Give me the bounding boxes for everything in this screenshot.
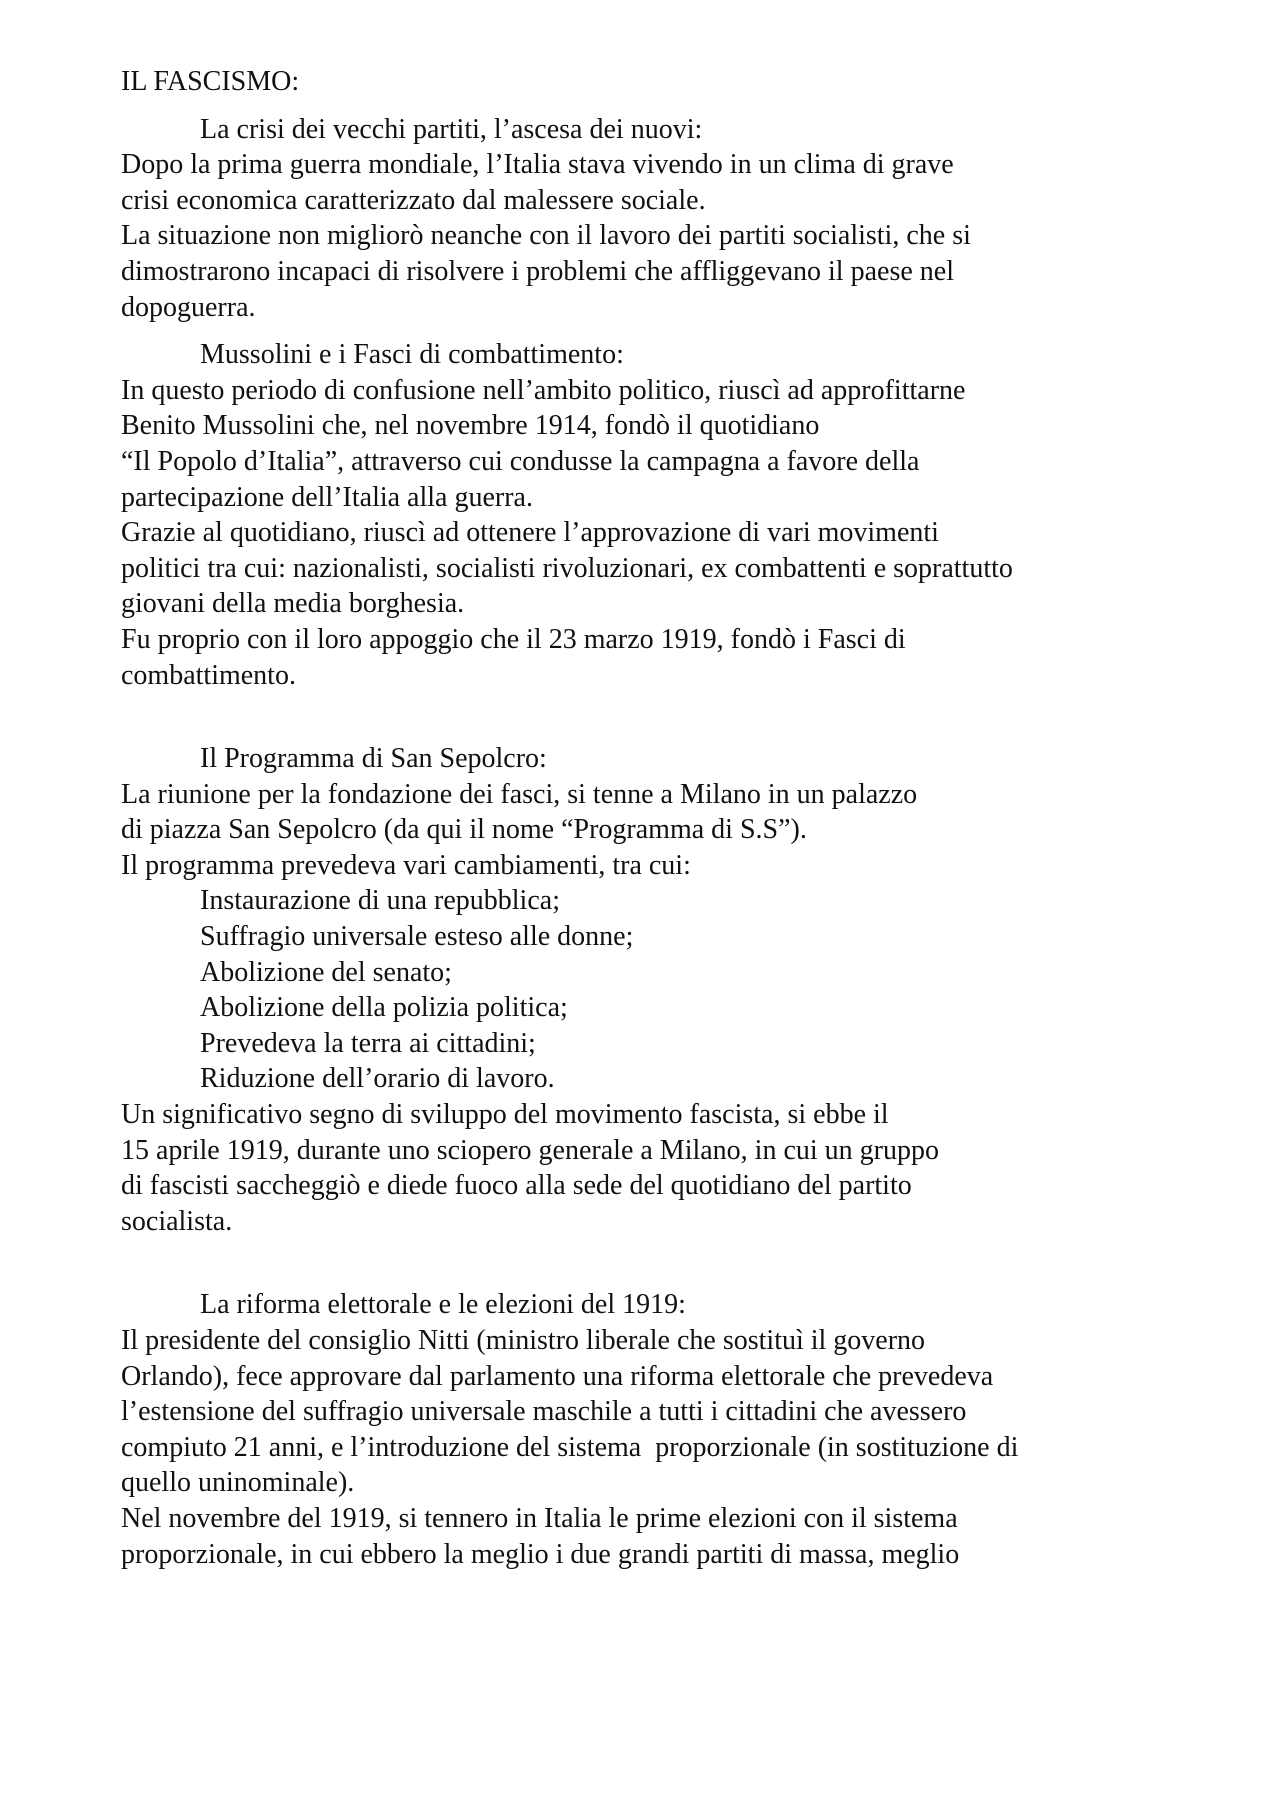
text-line: Nel novembre del 1919, si tennero in Italia le prime elezioni con il sistema xyxy=(121,1502,958,1534)
spacer xyxy=(121,693,1201,741)
text-line: Un significativo segno di sviluppo del movimento fascista, si ebbe il xyxy=(121,1099,889,1131)
text-line: partecipazione dell’Italia alla guerra. xyxy=(121,481,533,513)
spacer xyxy=(121,1239,1201,1287)
text-line: quello uninominale). xyxy=(121,1467,355,1499)
text-line: La riunione per la fondazione dei fasci, si tenne a Milano in un palazzo xyxy=(121,778,918,810)
section-body xyxy=(121,1323,1201,1572)
section-body xyxy=(121,147,1201,325)
section-body-continued xyxy=(121,1097,1201,1239)
text-line: Fu proprio con il loro appoggio che il 23 marzo 1919, fondò i Fasci di xyxy=(121,623,906,655)
text-line: Il presidente del consiglio Nitti (ministro liberale che sostituì il governo xyxy=(121,1325,926,1356)
text-line: proporzionale, in cui ebbero la meglio i due grandi partiti di massa, meglio xyxy=(121,1538,960,1570)
text-line: Orlando), fece approvare dal parlamento una riforma elettorale che prevedeva xyxy=(121,1360,994,1392)
text-line: dimostrarono incapaci di risolvere i problemi che affliggevano il paese nel xyxy=(121,255,954,287)
text-line: combattimento. xyxy=(121,659,296,691)
program-list xyxy=(121,883,1201,1097)
section-body xyxy=(121,777,1201,884)
text-line: socialista. xyxy=(121,1205,233,1237)
text-line: l’estensione del suffragio universale maschile a tutti i cittadini che avessero xyxy=(121,1396,967,1428)
document-page xyxy=(121,64,1201,1572)
list-item: Abolizione della polizia politica; xyxy=(200,992,568,1024)
text-line: Il programma prevedeva vari cambiamenti, tra cui: xyxy=(121,849,691,881)
section-heading: Il Programma di San Sepolcro: xyxy=(200,743,547,775)
section-heading: La riforma elettorale e le elezioni del 1919: xyxy=(200,1289,686,1321)
text-line: “Il Popolo d’Italia”, attraverso cui condusse la campagna a favore della xyxy=(121,445,920,477)
list-item: Instaurazione di una repubblica; xyxy=(200,885,560,917)
text-line: La situazione non migliorò neanche con il lavoro dei partiti socialisti, che si xyxy=(121,220,971,252)
spacer xyxy=(121,325,1201,337)
text-line: dopoguerra. xyxy=(121,291,256,323)
section-crisi-partiti xyxy=(121,112,1201,326)
document-title: IL FASCISMO: xyxy=(121,66,300,97)
text-line: Grazie al quotidiano, riuscì ad ottenere l’approvazione di vari movimenti xyxy=(121,517,939,549)
list-item: Prevedeva la terra ai cittadini; xyxy=(200,1027,536,1059)
section-riforma-elettorale xyxy=(121,1287,1201,1572)
text-line: di fascisti saccheggiò e diede fuoco alla sede del quotidiano del partito xyxy=(121,1170,912,1202)
section-heading: La crisi dei vecchi partiti, l’ascesa dei nuovi: xyxy=(200,113,703,145)
text-line: Dopo la prima guerra mondiale, l’Italia stava vivendo in un clima di grave xyxy=(121,149,954,181)
text-line: In questo periodo di confusione nell’ambito politico, riuscì ad approfittarne xyxy=(121,374,966,406)
text-line: politici tra cui: nazionalisti, socialisti rivoluzionari, ex combattenti e soprattutto xyxy=(121,552,1013,584)
text-line: giovani della media borghesia. xyxy=(121,588,465,620)
section-heading: Mussolini e i Fasci di combattimento: xyxy=(200,339,624,371)
section-body xyxy=(121,373,1201,693)
section-mussolini-fasci xyxy=(121,337,1201,693)
list-item: Suffragio universale esteso alle donne; xyxy=(200,921,634,953)
list-item: Abolizione del senato; xyxy=(200,956,452,988)
section-programma-san-sepolcro xyxy=(121,741,1201,1239)
text-line: 15 aprile 1919, durante uno sciopero generale a Milano, in cui un gruppo xyxy=(121,1134,939,1166)
list-item: Riduzione dell’orario di lavoro. xyxy=(200,1063,555,1095)
text-line: compiuto 21 anni, e l’introduzione del sistema proporzionale (in sostituzione di xyxy=(121,1431,1019,1463)
text-line: crisi economica caratterizzato dal malessere sociale. xyxy=(121,184,706,216)
text-line: Benito Mussolini che, nel novembre 1914, fondò il quotidiano xyxy=(121,410,820,442)
text-line: di piazza San Sepolcro (da qui il nome “Programma di S.S”). xyxy=(121,814,807,846)
